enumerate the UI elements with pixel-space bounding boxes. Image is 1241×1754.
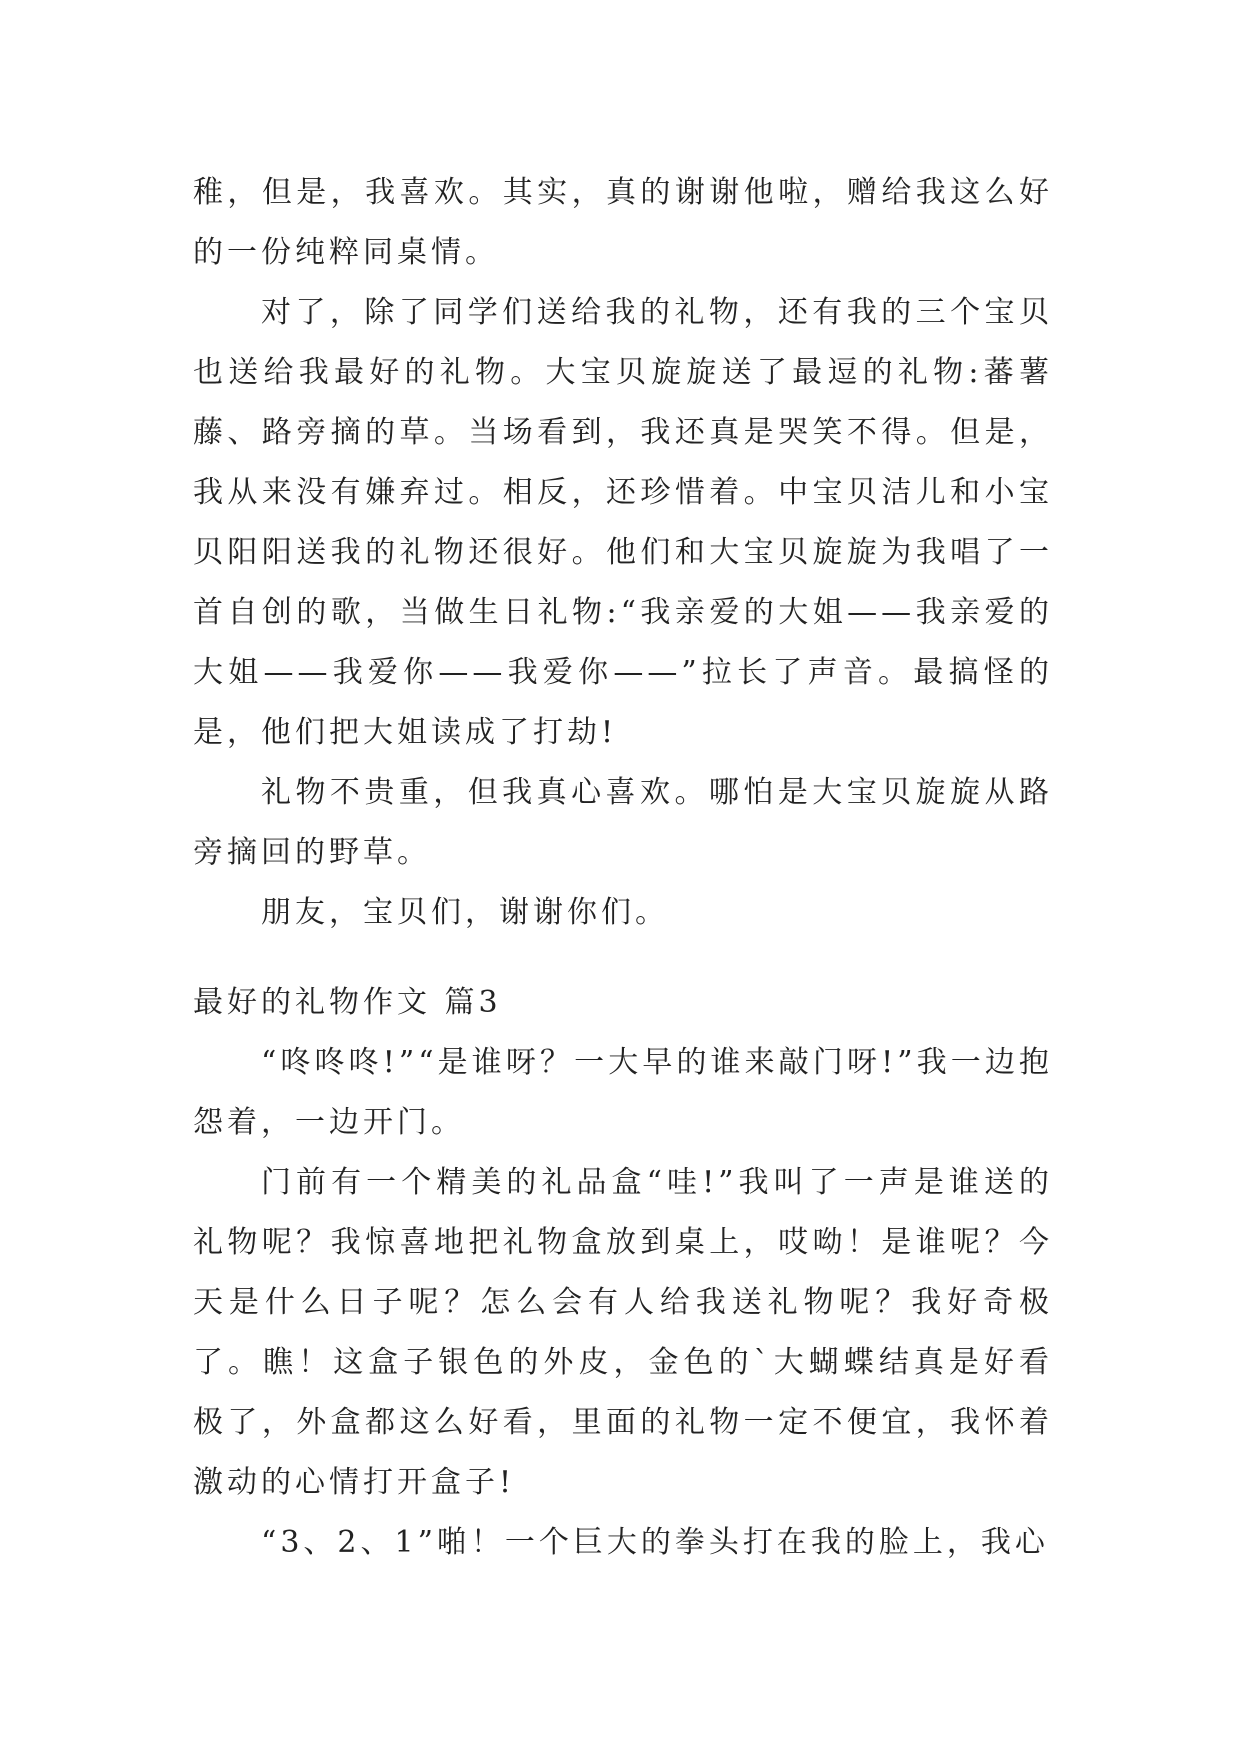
paragraph-thanks: 朋友，宝贝们，谢谢你们。: [261, 895, 669, 930]
essay-heading: 最好的礼物作文 篇3: [193, 985, 502, 1020]
paragraph-knock: “咚咚咚!”“是谁呀？一大早的谁来敲门呀!”我一边抱怨着，一边开门。: [193, 1045, 1053, 1140]
paragraph-continuation: 稚，但是，我喜欢。其实，真的谢谢他啦，赠给我这么好的一份纯粹同桌情。: [193, 175, 1053, 270]
section-one-body: [193, 163, 1053, 943]
paragraph-gifts-from-babies: 对了，除了同学们送给我的礼物，还有我的三个宝贝也送给我最好的礼物。大宝贝旋旋送了最逗的礼物:蕃薯藤、路旁摘的草。当场看到，我还真是哭笑不得。但是，我从来没有嫌弃过。相反，还珍惜着。中宝贝洁儿和小宝贝阳阳送我的礼物还很好。他们和大宝贝旋旋为我唱了一首自创的歌，当做生日礼物:“我亲爱的大姐——我亲爱的大姐——我爱你——我爱你——”拉长了声音。最搞怪的是，他们把大姐读成了打劫!: [193, 295, 1053, 750]
paragraph-countdown: “3、2、1”啪！一个巨大的拳头打在我的脸上，我心: [261, 1525, 1049, 1560]
paragraph-gift-box: 门前有一个精美的礼品盒“哇!”我叫了一声是谁送的礼物呢？我惊喜地把礼物盒放到桌上，哎呦！是谁呢？今天是什么日子呢？怎么会有人给我送礼物呢？我好奇极了。瞧！这盒子银色的外皮，金色的`大蝴蝶结真是好看极了，外盒都这么好看，里面的礼物一定不便宜，我怀着激动的心情打开盒子!: [193, 1165, 1053, 1500]
paragraph-gift-not-expensive: 礼物不贵重，但我真心喜欢。哪怕是大宝贝旋旋从路旁摘回的野草。: [193, 775, 1053, 870]
section-two-body: [193, 1033, 1053, 1573]
